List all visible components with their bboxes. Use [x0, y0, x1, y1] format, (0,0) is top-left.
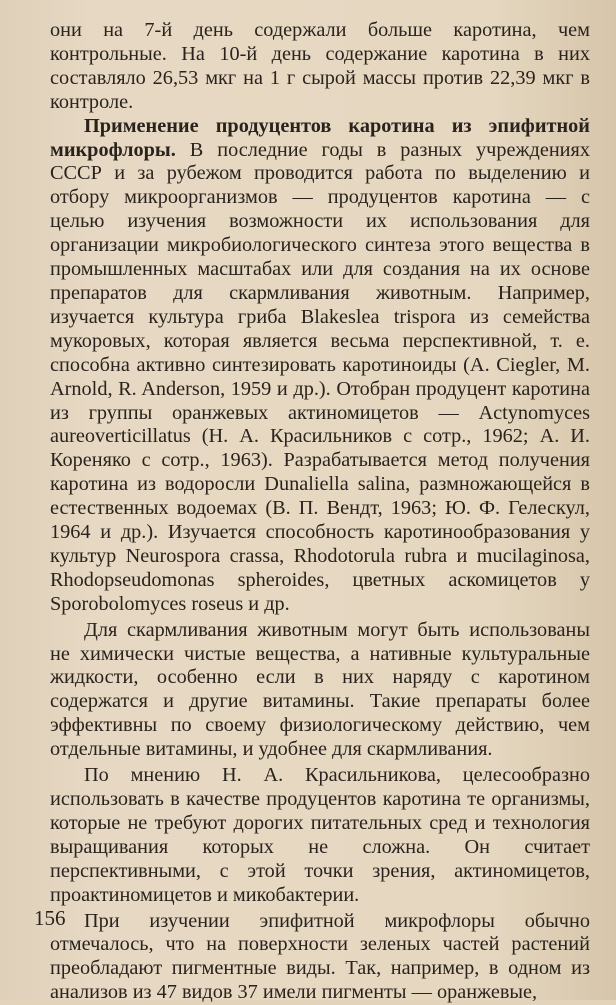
paragraph-section-start: [50, 115, 590, 617]
paragraph-continuation: они на 7-й день содержали больше каротина, чем контрольные. На 10-й день содержание каротина в них составляло 26,53 мкг на 1 г сырой массы против 22,39 мкг в контроле.: [50, 19, 590, 113]
paragraph-epiphytic: При изучении эпифитной микрофлоры обычно отмечалось, что на поверхности зеленых частей растений преобладают пигментные виды. Так, например, в одном из анализов из 47 видов 37 имели пигменты — оранжевые,: [50, 909, 590, 1004]
page-number: 156: [34, 906, 66, 930]
section-body: В последние годы в разных учреждениях СССР и за рубежом проводится работа по выделению и отбору микроорганизмов — продуцентов каротина — с целью изучения возможности их использования для организации микробиологического синтеза этого вещества в промышленных масштабах или для создания на их основе препаратов для скармливания животным. Например, изучается культура гриба Blakeslea trispora из семейства мукоровых, которая является весьма перспективной, т. е. способна активно синтезировать каротиноиды (A. Ciegler, M. Arnold, R. Anderson, 1959 и др.). Отобран продуцент каротина из группы оранжевых актиномицетов — Actynomyces aureoverticillatus (Н. А. Красильников с сотр., 1962; А. И. Кореняко с сотр., 1963). Разрабатывается метод получения каротина из водоросли Dunaliella salina, размножающейся в естественных водоемах (В. П. Вендт, 1963; Ю. Ф. Гелескул, 1964 и др.). Изучается способность каротинообразования у культур Neurospora crassa, Rhodotorula rubra и mucilaginosa, Rhodopseudomonas spheroides, цветных аскомицетов у Sporobolomyces roseus и др.: [50, 138, 590, 615]
text-column: [50, 19, 590, 1005]
section-heading: Применение продуцентов каротина из эпифитной микрофлоры.: [50, 114, 590, 161]
paragraph-opinion: По мнению Н. А. Красильникова, целесообразно использовать в качестве продуцентов каротина те организмы, которые не требуют дорогих питательных сред и технология выращивания которых не сложна. Он считает перспективными, с этой точки зрения, актиномицетов, проактиномицетов и микобактерии.: [50, 764, 590, 906]
paragraph-feeding: Для скармливания животным могут быть использованы не химически чистые вещества, а нативные культуральные жидкости, особенно если в них наряду с каротином содержатся и другие витамины. Такие препараты более эффективны по своему физиологическому действию, чем отдельные витамины, и удобнее для скармливания.: [50, 618, 590, 761]
